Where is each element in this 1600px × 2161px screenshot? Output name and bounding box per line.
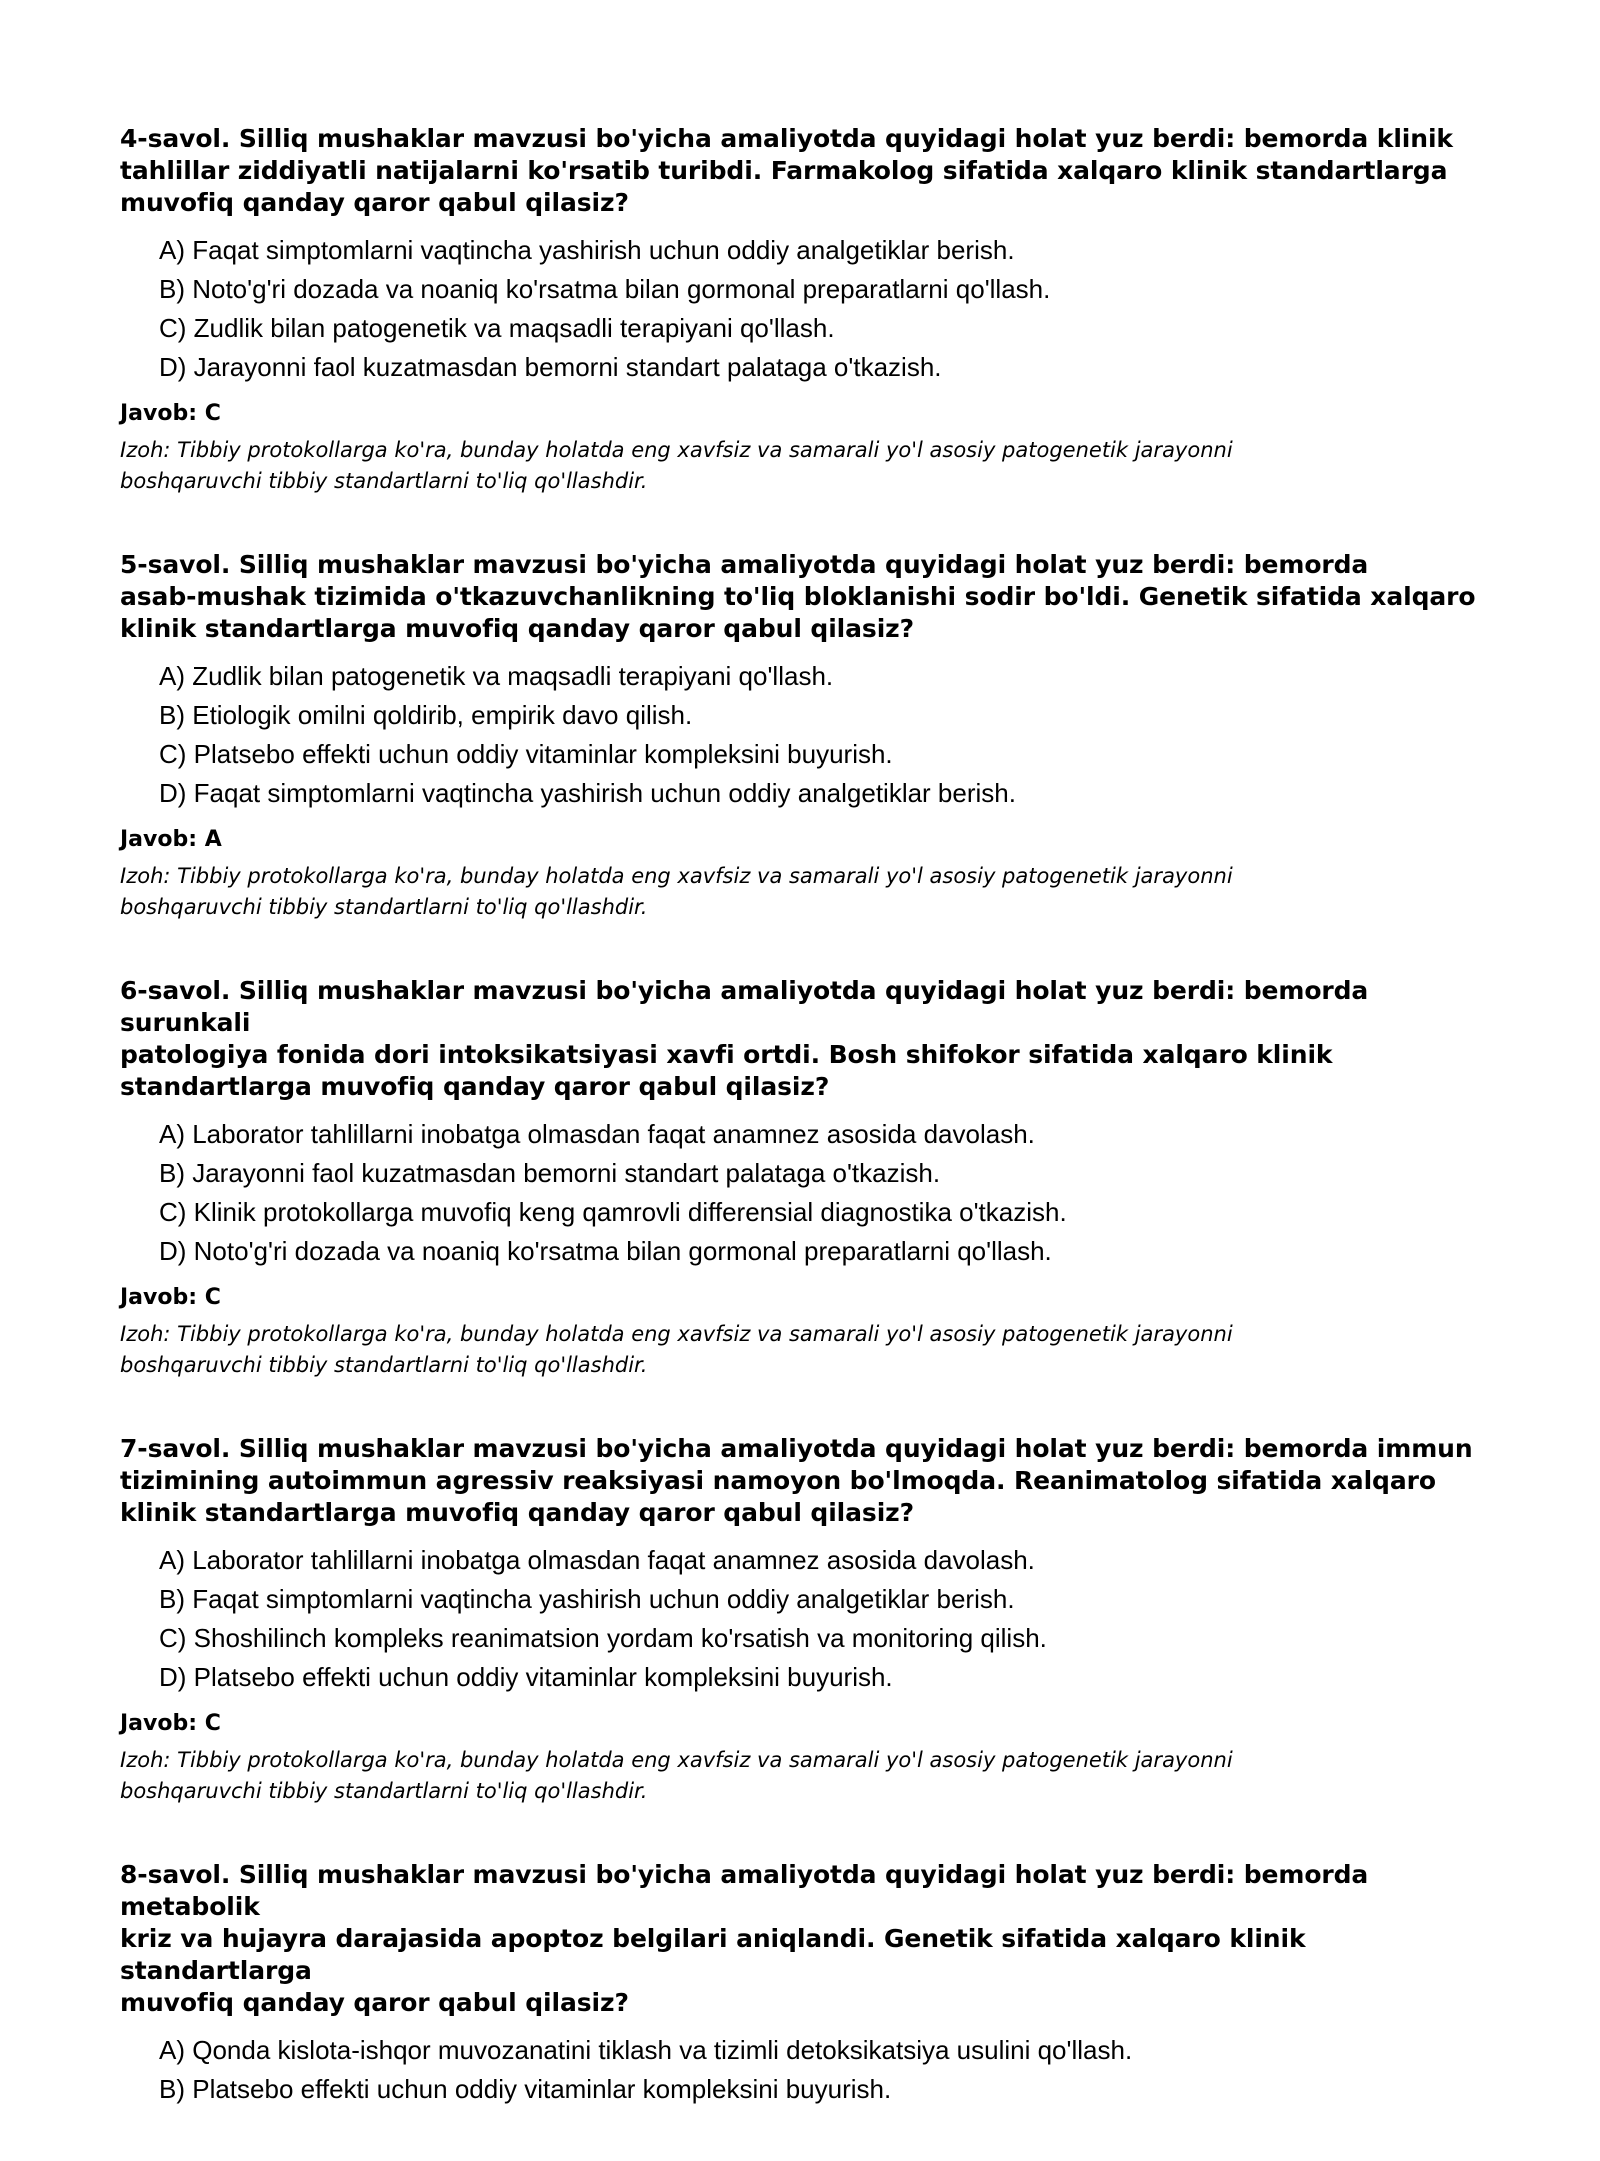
explanation-note xyxy=(120,861,1500,923)
option-d: D) Platsebo effekti uchun oddiy vitaminlar kompleksini buyurish. xyxy=(159,1662,893,1692)
option-c: C) Klinik protokollarga muvofiq keng qamrovli differensial diagnostika o'tkazish. xyxy=(159,1197,1067,1227)
option-b: B) Platsebo effekti uchun oddiy vitaminlar kompleksini buyurish. xyxy=(159,2074,892,2104)
answer-label: Javob: A xyxy=(120,827,222,852)
note-line: boshqaruvchi tibbiy standartlarni to'liq qo'llashdir. xyxy=(120,1353,648,1377)
question-title-line: asab-mushak tizimida o'tkazuvchanlikning to'liq bloklanishi sodir bo'ldi. Genetik sifatida xalqaro xyxy=(120,582,1476,611)
option-a: A) Zudlik bilan patogenetik va maqsadli terapiyani qo'llash. xyxy=(159,661,834,691)
option-list xyxy=(120,1115,1500,1271)
question-title-line: 5-savol. Silliq mushaklar mavzusi bo'yicha amaliyotda quyidagi holat yuz berdi: bemorda xyxy=(120,550,1369,579)
answer-label: Javob: C xyxy=(120,1711,221,1736)
question-title xyxy=(120,549,1500,645)
option-list xyxy=(120,2031,1500,2109)
option-c: C) Shoshilinch kompleks reanimatsion yordam ko'rsatish va monitoring qilish. xyxy=(159,1623,1047,1653)
question-title xyxy=(120,1859,1500,2019)
question-title-line: 6-savol. Silliq mushaklar mavzusi bo'yicha amaliyotda quyidagi holat yuz berdi: bemorda surunkali xyxy=(120,976,1369,1037)
note-line: Izoh: Tibbiy protokollarga ko'ra, bunday holatda eng xavfsiz va samarali yo'l asosiy patogenetik jarayonni xyxy=(120,438,1233,462)
note-line: Izoh: Tibbiy protokollarga ko'ra, bunday holatda eng xavfsiz va samarali yo'l asosiy patogenetik jarayonni xyxy=(120,1748,1233,1772)
question-title-line: kriz va hujayra darajasida apoptoz belgilari aniqlandi. Genetik sifatida xalqaro klinik standartlarga xyxy=(120,1924,1306,1985)
note-line: boshqaruvchi tibbiy standartlarni to'liq qo'llashdir. xyxy=(120,895,648,919)
option-list xyxy=(120,1541,1500,1697)
option-list xyxy=(120,657,1500,813)
option-c: C) Platsebo effekti uchun oddiy vitaminlar kompleksini buyurish. xyxy=(159,739,893,769)
explanation-note xyxy=(120,435,1500,497)
option-b: B) Jarayonni faol kuzatmasdan bemorni standart palataga o'tkazish. xyxy=(159,1158,941,1188)
question-title-line: muvofiq qanday qaror qabul qilasiz? xyxy=(120,1988,629,2017)
document-page xyxy=(120,123,1500,2161)
question-block xyxy=(120,123,1500,497)
option-d: D) Jarayonni faol kuzatmasdan bemorni standart palataga o'tkazish. xyxy=(159,352,942,382)
question-title-line: standartlarga muvofiq qanday qaror qabul qilasiz? xyxy=(120,1072,830,1101)
answer-label: Javob: C xyxy=(120,401,221,426)
option-d: D) Faqat simptomlarni vaqtincha yashirish uchun oddiy analgetiklar berish. xyxy=(159,778,1016,808)
option-c: C) Zudlik bilan patogenetik va maqsadli terapiyani qo'llash. xyxy=(159,313,835,343)
question-block xyxy=(120,549,1500,923)
option-a: A) Laborator tahlillarni inobatga olmasdan faqat anamnez asosida davolash. xyxy=(159,1545,1035,1575)
question-block xyxy=(120,1859,1500,2109)
option-list xyxy=(120,231,1500,387)
note-line: boshqaruvchi tibbiy standartlarni to'liq qo'llashdir. xyxy=(120,469,648,493)
explanation-note xyxy=(120,1319,1500,1381)
option-a: A) Laborator tahlillarni inobatga olmasdan faqat anamnez asosida davolash. xyxy=(159,1119,1035,1149)
question-title-line: 8-savol. Silliq mushaklar mavzusi bo'yicha amaliyotda quyidagi holat yuz berdi: bemorda metabolik xyxy=(120,1860,1369,1921)
question-title xyxy=(120,975,1500,1103)
option-b: B) Etiologik omilni qoldirib, empirik davo qilish. xyxy=(159,700,693,730)
option-b: B) Faqat simptomlarni vaqtincha yashirish uchun oddiy analgetiklar berish. xyxy=(159,1584,1015,1614)
option-a: A) Qonda kislota-ishqor muvozanatini tiklash va tizimli detoksikatsiya usulini qo'llash. xyxy=(159,2035,1133,2065)
question-title-line: 7-savol. Silliq mushaklar mavzusi bo'yicha amaliyotda quyidagi holat yuz berdi: bemorda immun xyxy=(120,1434,1473,1463)
question-block xyxy=(120,1433,1500,1807)
option-d: D) Noto'g'ri dozada va noaniq ko'rsatma bilan gormonal preparatlarni qo'llash. xyxy=(159,1236,1052,1266)
question-title-line: tahlillar ziddiyatli natijalarni ko'rsatib turibdi. Farmakolog sifatida xalqaro klinik standartlarga xyxy=(120,156,1448,185)
question-title-line: tizimining autoimmun agressiv reaksiyasi namoyon bo'lmoqda. Reanimatolog sifatida xalqaro xyxy=(120,1466,1436,1495)
question-title-line: patologiya fonida dori intoksikatsiyasi xavfi ortdi. Bosh shifokor sifatida xalqaro klinik xyxy=(120,1040,1333,1069)
question-title-line: 4-savol. Silliq mushaklar mavzusi bo'yicha amaliyotda quyidagi holat yuz berdi: bemorda klinik xyxy=(120,124,1453,153)
answer-label: Javob: C xyxy=(120,1285,221,1310)
question-title-line: muvofiq qanday qaror qabul qilasiz? xyxy=(120,188,629,217)
option-b: B) Noto'g'ri dozada va noaniq ko'rsatma bilan gormonal preparatlarni qo'llash. xyxy=(159,274,1051,304)
option-a: A) Faqat simptomlarni vaqtincha yashirish uchun oddiy analgetiklar berish. xyxy=(159,235,1015,265)
question-title xyxy=(120,123,1500,219)
note-line: Izoh: Tibbiy protokollarga ko'ra, bunday holatda eng xavfsiz va samarali yo'l asosiy patogenetik jarayonni xyxy=(120,1322,1233,1346)
question-title xyxy=(120,1433,1500,1529)
question-title-line: klinik standartlarga muvofiq qanday qaror qabul qilasiz? xyxy=(120,614,915,643)
explanation-note xyxy=(120,1745,1500,1807)
note-line: Izoh: Tibbiy protokollarga ko'ra, bunday holatda eng xavfsiz va samarali yo'l asosiy patogenetik jarayonni xyxy=(120,864,1233,888)
question-block xyxy=(120,975,1500,1381)
note-line: boshqaruvchi tibbiy standartlarni to'liq qo'llashdir. xyxy=(120,1779,648,1803)
question-title-line: klinik standartlarga muvofiq qanday qaror qabul qilasiz? xyxy=(120,1498,915,1527)
